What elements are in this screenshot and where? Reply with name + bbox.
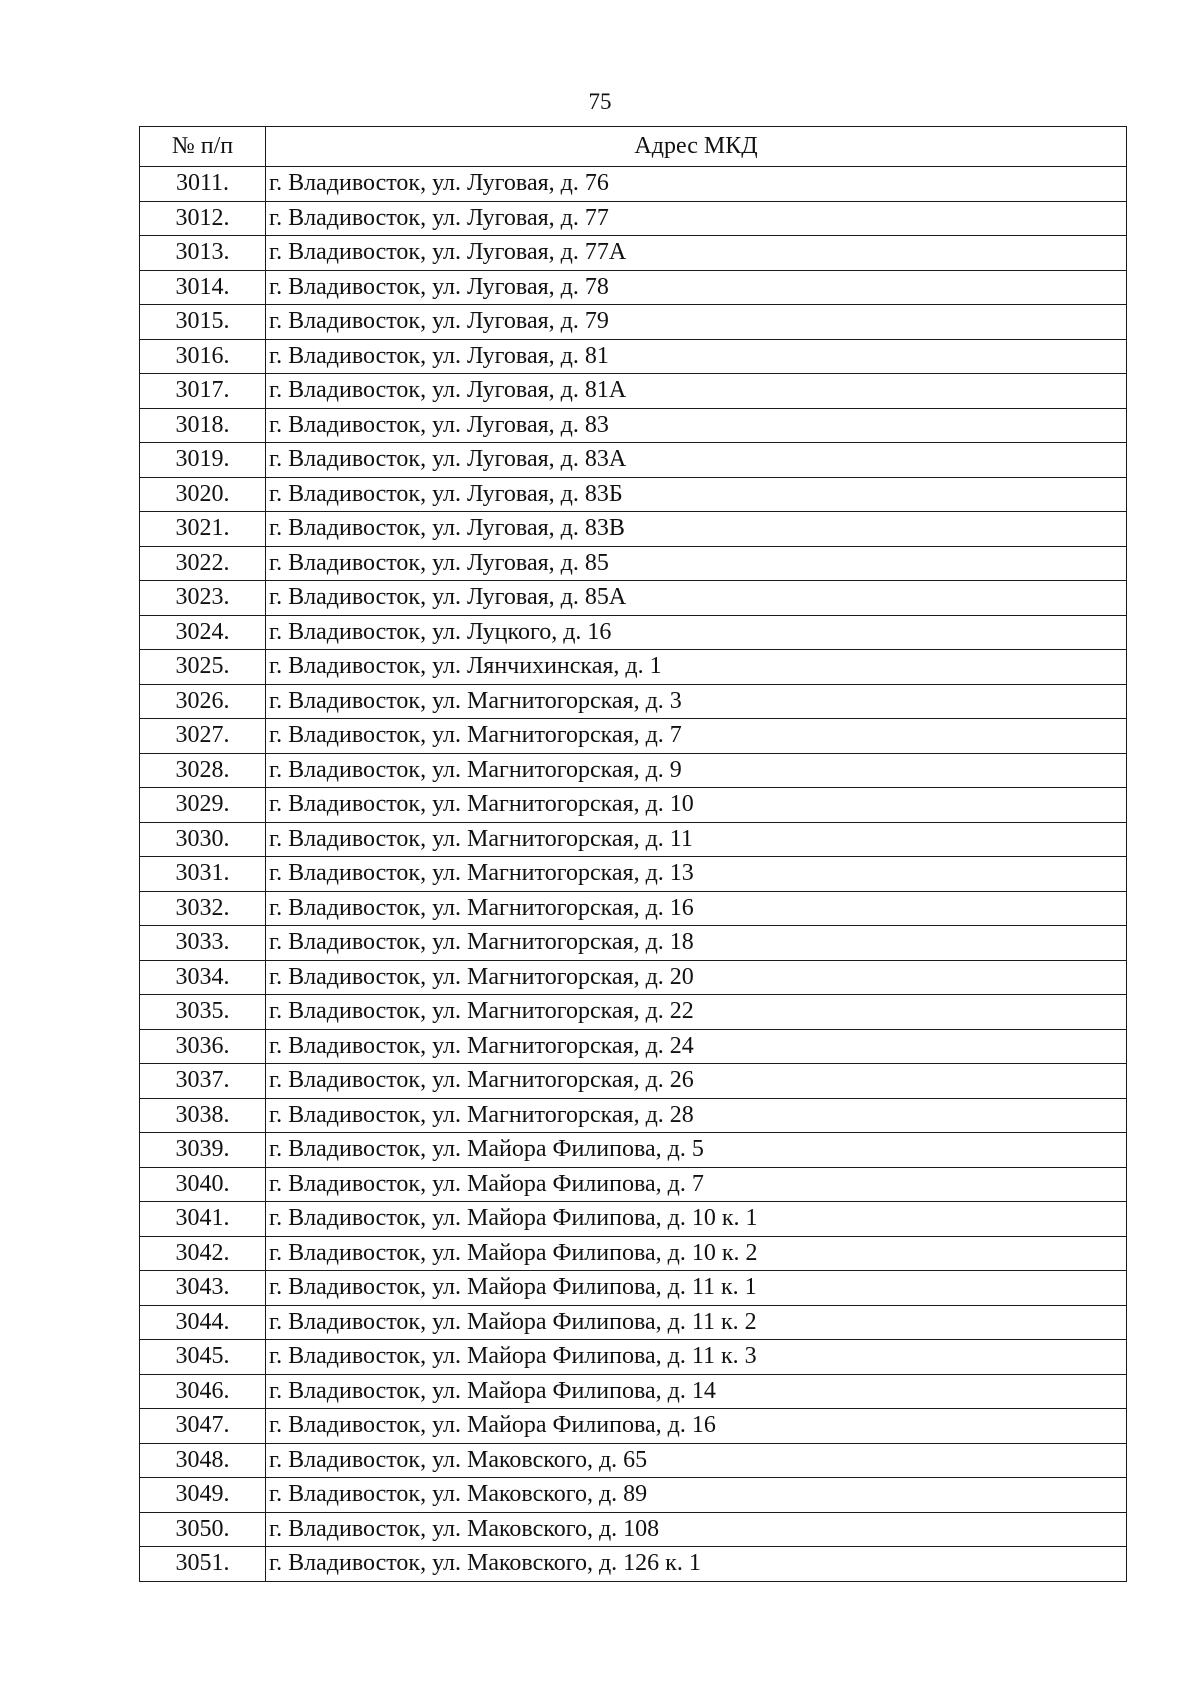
row-number: 3038. xyxy=(140,1098,266,1133)
table-row xyxy=(140,1236,1127,1271)
row-number: 3027. xyxy=(140,719,266,754)
table-row xyxy=(140,1305,1127,1340)
row-address: г. Владивосток, ул. Луговая, д. 77А xyxy=(266,236,1127,271)
row-address: г. Владивосток, ул. Луговая, д. 78 xyxy=(266,270,1127,305)
row-address: г. Владивосток, ул. Майора Филипова, д. 14 xyxy=(266,1374,1127,1409)
row-address: г. Владивосток, ул. Лянчихинская, д. 1 xyxy=(266,650,1127,685)
row-number: 3012. xyxy=(140,201,266,236)
header-number: № п/п xyxy=(140,127,266,167)
table-row xyxy=(140,719,1127,754)
table-row xyxy=(140,1064,1127,1099)
row-address: г. Владивосток, ул. Майора Филипова, д. 16 xyxy=(266,1409,1127,1444)
table-row xyxy=(140,684,1127,719)
row-address: г. Владивосток, ул. Луговая, д. 83 xyxy=(266,408,1127,443)
row-address: г. Владивосток, ул. Майора Филипова, д. 10 к. 2 xyxy=(266,1236,1127,1271)
row-number: 3018. xyxy=(140,408,266,443)
table-row xyxy=(140,374,1127,409)
row-number: 3036. xyxy=(140,1029,266,1064)
table-row xyxy=(140,1202,1127,1237)
row-address: г. Владивосток, ул. Магнитогорская, д. 13 xyxy=(266,857,1127,892)
row-address: г. Владивосток, ул. Луговая, д. 76 xyxy=(266,167,1127,202)
row-address: г. Владивосток, ул. Магнитогорская, д. 20 xyxy=(266,960,1127,995)
table-row xyxy=(140,753,1127,788)
table-row xyxy=(140,305,1127,340)
row-number: 3017. xyxy=(140,374,266,409)
row-number: 3047. xyxy=(140,1409,266,1444)
table-row xyxy=(140,512,1127,547)
row-address: г. Владивосток, ул. Маковского, д. 89 xyxy=(266,1478,1127,1513)
table-row xyxy=(140,1271,1127,1306)
table-row xyxy=(140,443,1127,478)
row-number: 3014. xyxy=(140,270,266,305)
row-address: г. Владивосток, ул. Магнитогорская, д. 16 xyxy=(266,891,1127,926)
row-number: 3044. xyxy=(140,1305,266,1340)
row-number: 3023. xyxy=(140,581,266,616)
row-number: 3049. xyxy=(140,1478,266,1513)
table-row xyxy=(140,891,1127,926)
header-row xyxy=(140,127,1127,167)
table-row xyxy=(140,926,1127,961)
table-row xyxy=(140,1340,1127,1375)
row-number: 3032. xyxy=(140,891,266,926)
row-number: 3030. xyxy=(140,822,266,857)
row-number: 3016. xyxy=(140,339,266,374)
row-address: г. Владивосток, ул. Луговая, д. 79 xyxy=(266,305,1127,340)
row-number: 3025. xyxy=(140,650,266,685)
row-number: 3033. xyxy=(140,926,266,961)
table-row xyxy=(140,857,1127,892)
row-address: г. Владивосток, ул. Луговая, д. 83Б xyxy=(266,477,1127,512)
table-row xyxy=(140,822,1127,857)
row-address: г. Владивосток, ул. Майора Филипова, д. 11 к. 1 xyxy=(266,1271,1127,1306)
row-number: 3026. xyxy=(140,684,266,719)
row-number: 3034. xyxy=(140,960,266,995)
row-number: 3021. xyxy=(140,512,266,547)
table-row xyxy=(140,1098,1127,1133)
row-address: г. Владивосток, ул. Майора Филипова, д. 10 к. 1 xyxy=(266,1202,1127,1237)
row-address: г. Владивосток, ул. Луговая, д. 83В xyxy=(266,512,1127,547)
row-address: г. Владивосток, ул. Майора Филипова, д. 5 xyxy=(266,1133,1127,1168)
row-number: 3050. xyxy=(140,1512,266,1547)
table-row xyxy=(140,995,1127,1030)
table-row xyxy=(140,1133,1127,1168)
row-number: 3040. xyxy=(140,1167,266,1202)
row-number: 3042. xyxy=(140,1236,266,1271)
row-address: г. Владивосток, ул. Магнитогорская, д. 28 xyxy=(266,1098,1127,1133)
table-row xyxy=(140,477,1127,512)
row-address: г. Владивосток, ул. Магнитогорская, д. 9 xyxy=(266,753,1127,788)
row-address: г. Владивосток, ул. Магнитогорская, д. 26 xyxy=(266,1064,1127,1099)
row-address: г. Владивосток, ул. Магнитогорская, д. 22 xyxy=(266,995,1127,1030)
row-address: г. Владивосток, ул. Луцкого, д. 16 xyxy=(266,615,1127,650)
address-table xyxy=(139,126,1127,1582)
table-row xyxy=(140,339,1127,374)
table-row xyxy=(140,1547,1127,1582)
table-row xyxy=(140,201,1127,236)
table-row xyxy=(140,1478,1127,1513)
table-row xyxy=(140,1512,1127,1547)
table-header xyxy=(140,127,1127,167)
row-address: г. Владивосток, ул. Магнитогорская, д. 3 xyxy=(266,684,1127,719)
row-address: г. Владивосток, ул. Маковского, д. 108 xyxy=(266,1512,1127,1547)
row-number: 3011. xyxy=(140,167,266,202)
table-row xyxy=(140,270,1127,305)
table-row xyxy=(140,1409,1127,1444)
table-row xyxy=(140,650,1127,685)
row-address: г. Владивосток, ул. Луговая, д. 85 xyxy=(266,546,1127,581)
row-address: г. Владивосток, ул. Магнитогорская, д. 24 xyxy=(266,1029,1127,1064)
row-address: г. Владивосток, ул. Магнитогорская, д. 18 xyxy=(266,926,1127,961)
row-address: г. Владивосток, ул. Луговая, д. 81 xyxy=(266,339,1127,374)
row-number: 3013. xyxy=(140,236,266,271)
table-body xyxy=(140,167,1127,1582)
row-number: 3031. xyxy=(140,857,266,892)
row-address: г. Владивосток, ул. Магнитогорская, д. 11 xyxy=(266,822,1127,857)
row-number: 3046. xyxy=(140,1374,266,1409)
row-number: 3035. xyxy=(140,995,266,1030)
row-address: г. Владивосток, ул. Майора Филипова, д. 11 к. 2 xyxy=(266,1305,1127,1340)
row-address: г. Владивосток, ул. Маковского, д. 65 xyxy=(266,1443,1127,1478)
row-number: 3039. xyxy=(140,1133,266,1168)
table-row xyxy=(140,546,1127,581)
row-number: 3022. xyxy=(140,546,266,581)
table-row xyxy=(140,1443,1127,1478)
row-number: 3051. xyxy=(140,1547,266,1582)
row-address: г. Владивосток, ул. Майора Филипова, д. 7 xyxy=(266,1167,1127,1202)
row-number: 3019. xyxy=(140,443,266,478)
row-number: 3024. xyxy=(140,615,266,650)
row-address: г. Владивосток, ул. Луговая, д. 77 xyxy=(266,201,1127,236)
table-row xyxy=(140,408,1127,443)
table-row xyxy=(140,1029,1127,1064)
row-number: 3029. xyxy=(140,788,266,823)
row-address: г. Владивосток, ул. Магнитогорская, д. 10 xyxy=(266,788,1127,823)
row-address: г. Владивосток, ул. Луговая, д. 83А xyxy=(266,443,1127,478)
row-address: г. Владивосток, ул. Луговая, д. 85А xyxy=(266,581,1127,616)
table-row xyxy=(140,788,1127,823)
row-address: г. Владивосток, ул. Маковского, д. 126 к. 1 xyxy=(266,1547,1127,1582)
row-number: 3041. xyxy=(140,1202,266,1237)
header-address: Адрес МКД xyxy=(266,127,1127,167)
row-number: 3043. xyxy=(140,1271,266,1306)
table-row xyxy=(140,581,1127,616)
row-address: г. Владивосток, ул. Майора Филипова, д. 11 к. 3 xyxy=(266,1340,1127,1375)
table-row xyxy=(140,1374,1127,1409)
row-address: г. Владивосток, ул. Луговая, д. 81А xyxy=(266,374,1127,409)
page-number: 75 xyxy=(588,89,612,114)
row-number: 3045. xyxy=(140,1340,266,1375)
row-number: 3028. xyxy=(140,753,266,788)
row-number: 3020. xyxy=(140,477,266,512)
table-row xyxy=(140,615,1127,650)
row-number: 3048. xyxy=(140,1443,266,1478)
table-row xyxy=(140,236,1127,271)
table-row xyxy=(140,960,1127,995)
row-number: 3015. xyxy=(140,305,266,340)
row-number: 3037. xyxy=(140,1064,266,1099)
table-row xyxy=(140,1167,1127,1202)
table-row xyxy=(140,167,1127,202)
row-address: г. Владивосток, ул. Магнитогорская, д. 7 xyxy=(266,719,1127,754)
